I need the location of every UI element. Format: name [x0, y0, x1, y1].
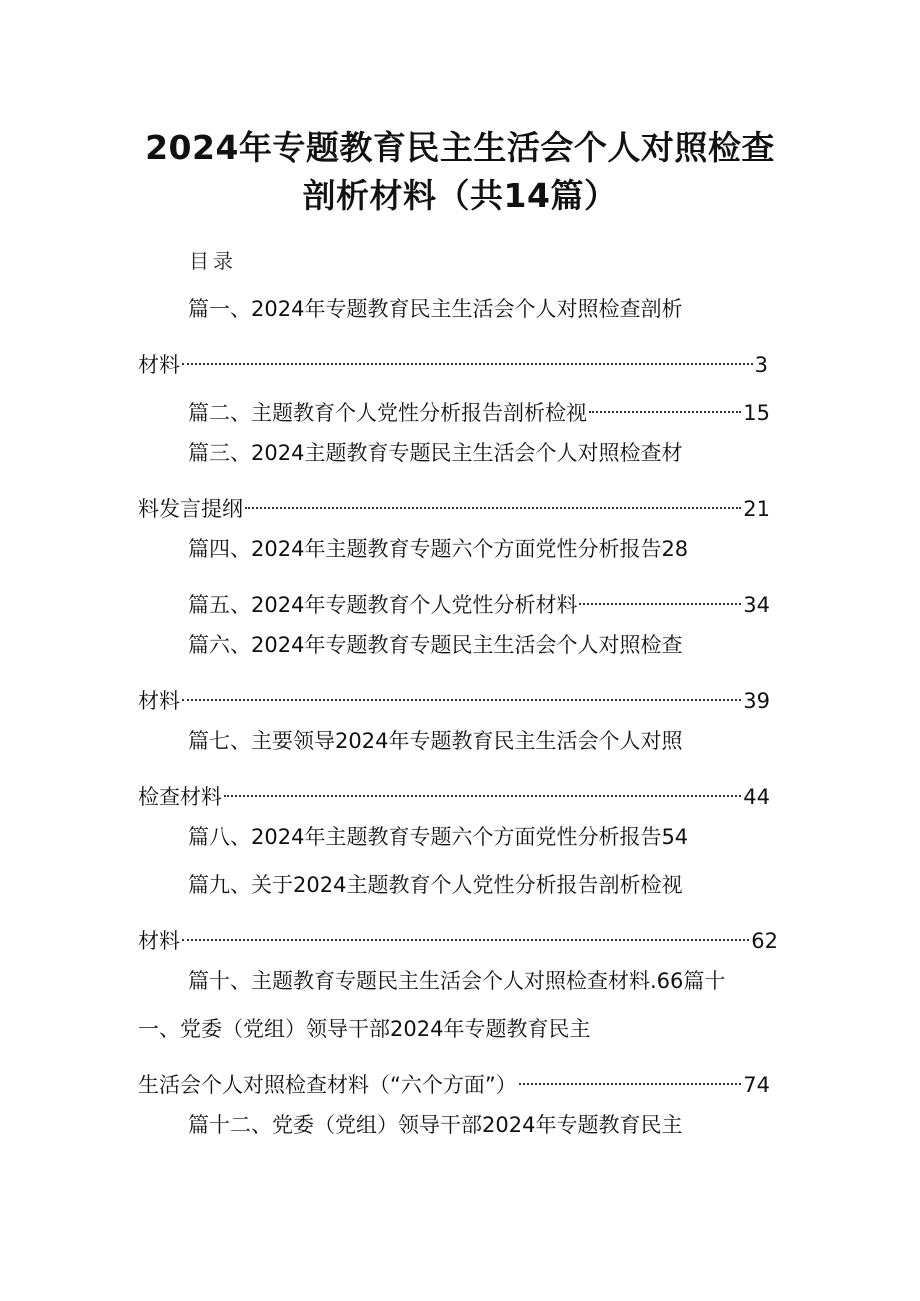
dot-leader [589, 390, 741, 420]
toc-entry-1-line-1[interactable]: 篇一、2024年专题教育民主生活会个人对照检查剖析 [188, 297, 683, 321]
toc-entry-text: 材料 [138, 689, 180, 713]
toc-entry-2[interactable] [188, 390, 770, 428]
toc-entry-9-line-2[interactable] [138, 918, 778, 956]
dot-leader [182, 678, 741, 708]
toc-entry-text: 检查材料 [138, 785, 222, 809]
toc-page-number: 44 [743, 785, 770, 809]
dot-leader [519, 1062, 742, 1092]
toc-entry-text: 生活会个人对照检查材料（“六个方面”） [138, 1073, 517, 1097]
toc-entry-6-line-1[interactable]: 篇六、2024年专题教育专题民主生活会个人对照检查 [188, 633, 683, 657]
toc-page-number: 21 [743, 497, 770, 521]
dot-leader [182, 918, 749, 948]
document-title-line-1: 2024年专题教育民主生活会个人对照检查 [145, 128, 775, 167]
toc-entry-7-line-2[interactable] [138, 774, 770, 812]
toc-entry-text: 材料 [138, 929, 180, 953]
document-title-line-2: 剖析材料（共14篇） [302, 176, 618, 215]
toc-page-number: 15 [743, 401, 770, 425]
toc-entry-7-line-1[interactable]: 篇七、主要领导2024年专题教育民主生活会个人对照 [188, 729, 683, 753]
toc-entry-8[interactable]: 篇八、2024年主题教育专题六个方面党性分析报告54 [188, 825, 689, 849]
toc-entry-3-line-2[interactable] [138, 486, 770, 524]
toc-entry-12[interactable]: 篇十二、党委（党组）领导干部2024年专题教育民主 [188, 1113, 683, 1137]
toc-entry-text: 篇五、2024年专题教育个人党性分析材料 [188, 593, 578, 617]
toc-entry-9-line-1[interactable]: 篇九、关于2024主题教育个人党性分析报告剖析检视 [188, 873, 683, 897]
toc-entry-text: 材料 [138, 353, 180, 377]
toc-page-number: 3 [754, 353, 768, 377]
toc-entry-4[interactable]: 篇四、2024年主题教育专题六个方面党性分析报告28 [188, 537, 689, 561]
dot-leader [182, 342, 753, 372]
toc-entry-6-line-2[interactable] [138, 678, 770, 716]
toc-page-number: 62 [751, 929, 778, 953]
toc-entry-text: 篇二、主题教育个人党性分析报告剖析检视 [188, 401, 587, 425]
toc-entry-5[interactable] [188, 582, 770, 620]
toc-entry-11-line-1[interactable]: 一、党委（党组）领导干部2024年专题教育民主 [138, 1017, 591, 1041]
toc-entry-3-line-1[interactable]: 篇三、2024主题教育专题民主生活会个人对照检查材 [188, 441, 683, 465]
toc-page-number: 34 [743, 593, 770, 617]
toc-entry-10-line-1[interactable]: 篇十、主题教育专题民主生活会个人对照检查材料.66篇十 [188, 969, 726, 993]
toc-page-number: 39 [743, 689, 770, 713]
dot-leader [245, 486, 741, 516]
toc-entry-text: 料发言提纲 [138, 497, 243, 521]
dot-leader [224, 774, 741, 804]
toc-entry-11-line-2[interactable] [138, 1062, 770, 1100]
toc-page-number: 74 [743, 1073, 770, 1097]
dot-leader [579, 582, 741, 612]
toc-heading: 目录 [189, 249, 237, 273]
toc-entry-1-line-2[interactable] [138, 342, 768, 380]
